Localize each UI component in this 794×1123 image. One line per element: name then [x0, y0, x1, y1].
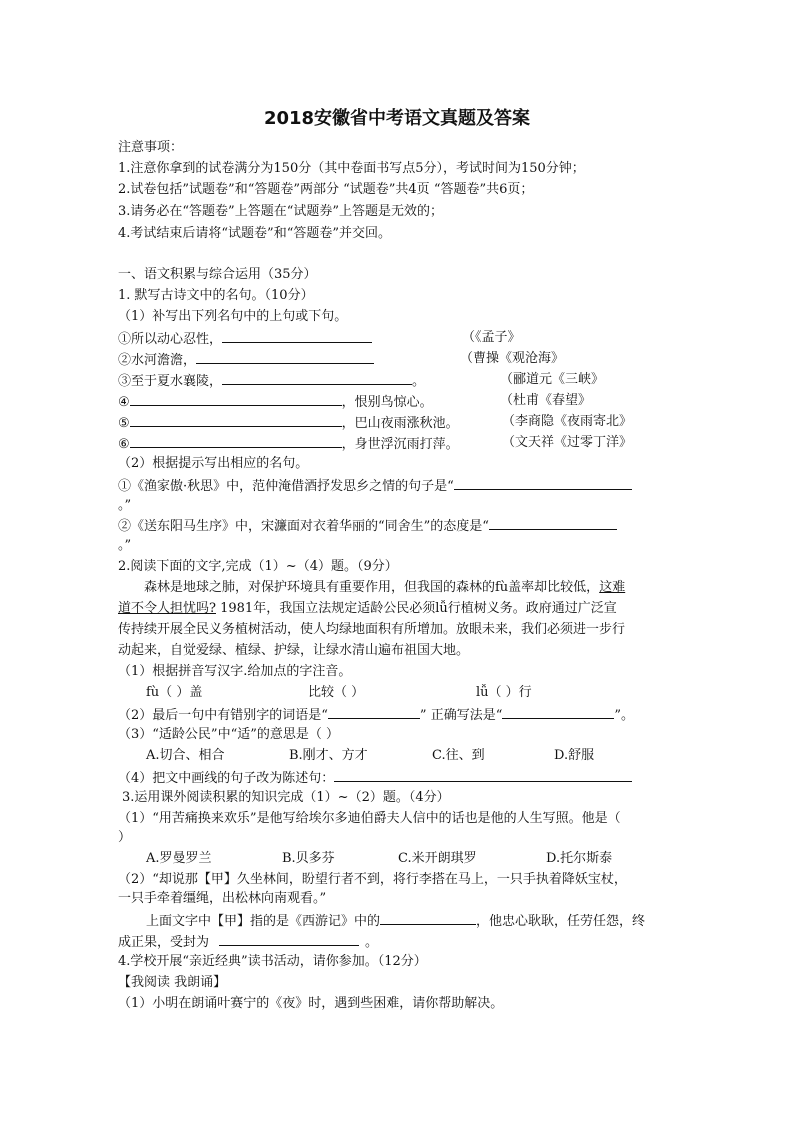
q3-option-a[interactable]: A.罗曼罗兰	[146, 851, 212, 866]
q3-option-c[interactable]: C.米开朗琪罗	[398, 851, 477, 866]
answer-blank[interactable]	[328, 705, 420, 719]
q3-sub2-line-3	[146, 911, 645, 931]
q2-passage-text: 森林是地球之肺，对保护环境具有重要作用，但我国的森林的fù盖率却比较低，	[144, 580, 600, 595]
q2-sub1-item-c[interactable]: lǚ（ ）行	[476, 685, 532, 700]
q2-passage-line-2	[118, 600, 617, 618]
q2-sub1: （1）根据拼音写汉字.给加点的字注音。	[118, 664, 352, 679]
q1-part1: （1）补写出下列名句中的上句或下句。	[118, 309, 348, 324]
q1-part2-b	[118, 516, 617, 536]
answer-blank[interactable]	[222, 371, 412, 385]
q1-line-4-source: （杜甫《春望》	[500, 393, 592, 408]
answer-blank[interactable]	[380, 911, 476, 925]
q1-part2-b-text: ②《送东阳马生序》中，宋濂面对衣着华丽的“同舍生”的态度是“	[118, 519, 489, 534]
q1-line-1-text: ①所以动心忍性，	[118, 332, 223, 347]
q1-line-1-source: （《孟子》	[462, 330, 521, 345]
q3-sub1-paren: ）	[118, 830, 132, 845]
q1-line-5-source: （李商隐《夜雨寄北》	[502, 414, 633, 429]
q2-option-a[interactable]: A.切合、相合	[146, 748, 225, 763]
q1-line-5	[118, 413, 459, 433]
q1-part2-b-end: 。”	[118, 538, 132, 553]
answer-blank[interactable]	[334, 768, 632, 782]
notice-item-4: 4.考试结束后请将“试题卷”和“答题卷”并交回。	[118, 226, 391, 241]
q2-passage-text: 1981年，我国立法规定适龄公民必须lǚ行植树义务。政府通过广泛宣	[215, 601, 617, 616]
q4-title: 4.学校开展“亲近经典”读书活动，请你参加。（12分）	[118, 954, 427, 969]
answer-blank[interactable]	[502, 705, 614, 719]
q4-sub1: （1）小明在朗诵叶赛宁的《夜》时，遇到些困难，请你帮助解决。	[118, 996, 504, 1011]
page-title: 2018安徽省中考语文真题及答案	[263, 108, 531, 129]
q2-option-c[interactable]: C.往、到	[432, 748, 485, 763]
q2-sub3: （3）“适龄公民”中“适”的意思是（ ）	[118, 727, 339, 742]
answer-blank[interactable]	[222, 329, 372, 343]
q1-line-3-end: 。	[412, 374, 426, 389]
q2-underlined-sentence: 这难	[599, 580, 626, 595]
q1-line-4-end: ，恨别鸟惊心。	[341, 395, 433, 410]
q2-sub1-item-b[interactable]: 比较（ ）	[308, 685, 365, 700]
answer-blank[interactable]	[489, 516, 617, 530]
notice-item-1: 1.注意你拿到的试卷满分为150分（其中卷面书写点5分），考试时间为150分钟；	[118, 161, 585, 176]
q2-option-b[interactable]: B.刚才、方才	[289, 748, 368, 763]
q1-line-3-text: ③至于夏水襄陵，	[118, 374, 223, 389]
answer-blank[interactable]	[219, 932, 359, 946]
q1-line-4-text: ④	[118, 395, 130, 410]
q1-line-2-source: （曹操《观沧海》	[460, 351, 565, 366]
answer-blank[interactable]	[454, 476, 632, 490]
q2-passage-line-1	[144, 579, 625, 597]
q3-option-d[interactable]: D.托尔斯泰	[546, 851, 613, 866]
q1-line-1	[118, 329, 372, 349]
q3-title: 3.运用课外阅读积累的知识完成（1）~（2）题。（4分）	[122, 790, 450, 805]
q1-line-2	[118, 350, 374, 370]
q1-line-3-source: （郦道元《三峡》	[500, 372, 605, 387]
q3-option-b[interactable]: B.贝多芬	[282, 851, 335, 866]
q3-sub2-text: 成正果，受封为	[118, 935, 210, 950]
q2-underlined-sentence-end: 道不令人担忧吗?	[118, 601, 216, 616]
q2-passage-line-4: 动起来，自觉爱绿、植绿、护绿，让绿水清山遍布祖国大地。	[118, 643, 470, 658]
q1-line-6-text: ⑥	[118, 437, 130, 452]
q1-line-5-end: ，巴山夜雨涨秋池。	[341, 416, 459, 431]
q2-passage-line-3: 传持续开展全民义务植树活动，使人均绿地面积有所增加。放眼未来，我们必须进一步行	[118, 622, 626, 637]
q3-sub2-line-2: 一只手牵着缰绳，出松林向南观看。”	[118, 891, 327, 906]
q1-title: 1. 默写古诗文中的名句。（10分）	[118, 288, 314, 303]
q2-title: 2.阅读下面的文字,完成（1）~（4）题。（9分）	[118, 559, 398, 574]
q1-line-3	[118, 371, 425, 391]
answer-blank[interactable]	[196, 350, 374, 364]
q1-part2-a-end: 。”	[118, 498, 132, 513]
q1-line-4	[118, 392, 433, 412]
q1-part2-a-text: ①《渔家傲·秋思》中，范仲淹借酒抒发思乡之情的句子是“	[118, 479, 454, 494]
q1-part2: （2）根据提示写出相应的名句。	[118, 456, 309, 471]
q2-sub2	[118, 705, 634, 725]
q2-sub4	[118, 768, 632, 788]
q1-line-5-text: ⑤	[118, 416, 130, 431]
q2-sub2-mid: ” 正确写法是“	[419, 708, 503, 723]
q1-line-6	[118, 434, 459, 454]
answer-blank[interactable]	[130, 413, 342, 427]
q3-sub2-text-end: 。	[365, 935, 379, 950]
q1-part2-a	[118, 476, 632, 496]
answer-blank[interactable]	[130, 392, 342, 406]
q2-sub4-text: （4）把文中画线的句子改为陈述句：	[118, 771, 335, 786]
notice-item-2: 2.试卷包括”试题卷”和“答题卷”两部分 “试题卷”共4页 “答题卷”共6页；	[118, 182, 534, 197]
q2-sub2-end: ”。	[614, 708, 635, 723]
section-heading: 一、语文积累与综合运用（35分）	[118, 267, 317, 282]
q2-sub1-item-a[interactable]: fù（ ）盖	[146, 685, 203, 700]
q3-sub2-text-end: ，他忠心耿耿，任劳任怨，终	[476, 914, 646, 929]
q1-line-6-source: （文天祥《过零丁洋》	[502, 435, 633, 450]
q4-subheading: 【我阅读 我朗诵】	[118, 975, 227, 990]
answer-blank[interactable]	[130, 434, 342, 448]
q3-sub2-line-1: （2）“却说那【甲】久坐林间，盼望行者不到，将行李搭在马上，一只手执着降妖宝杖，	[118, 872, 627, 887]
q3-sub2-text: 上面文字中【甲】指的是《西游记》中的	[146, 914, 381, 929]
q2-option-d[interactable]: D.舒服	[554, 748, 595, 763]
notice-heading: 注意事项：	[118, 140, 184, 155]
q3-sub2-line-4	[118, 932, 378, 952]
q3-sub1: （1）“用苦痛换来欢乐”是他写给埃尔多迪伯爵夫人信中的话也是他的人生写照。他是（	[118, 811, 621, 826]
q1-line-2-text: ②水河澹澹，	[118, 353, 197, 368]
notice-item-3: 3.请务必在“答题卷”上答题在“试题券”上答题是无效的；	[118, 204, 443, 219]
q2-sub2-text: （2）最后一句中有错别字的词语是“	[118, 708, 328, 723]
q1-line-6-end: ，身世浮沉雨打萍。	[341, 437, 459, 452]
